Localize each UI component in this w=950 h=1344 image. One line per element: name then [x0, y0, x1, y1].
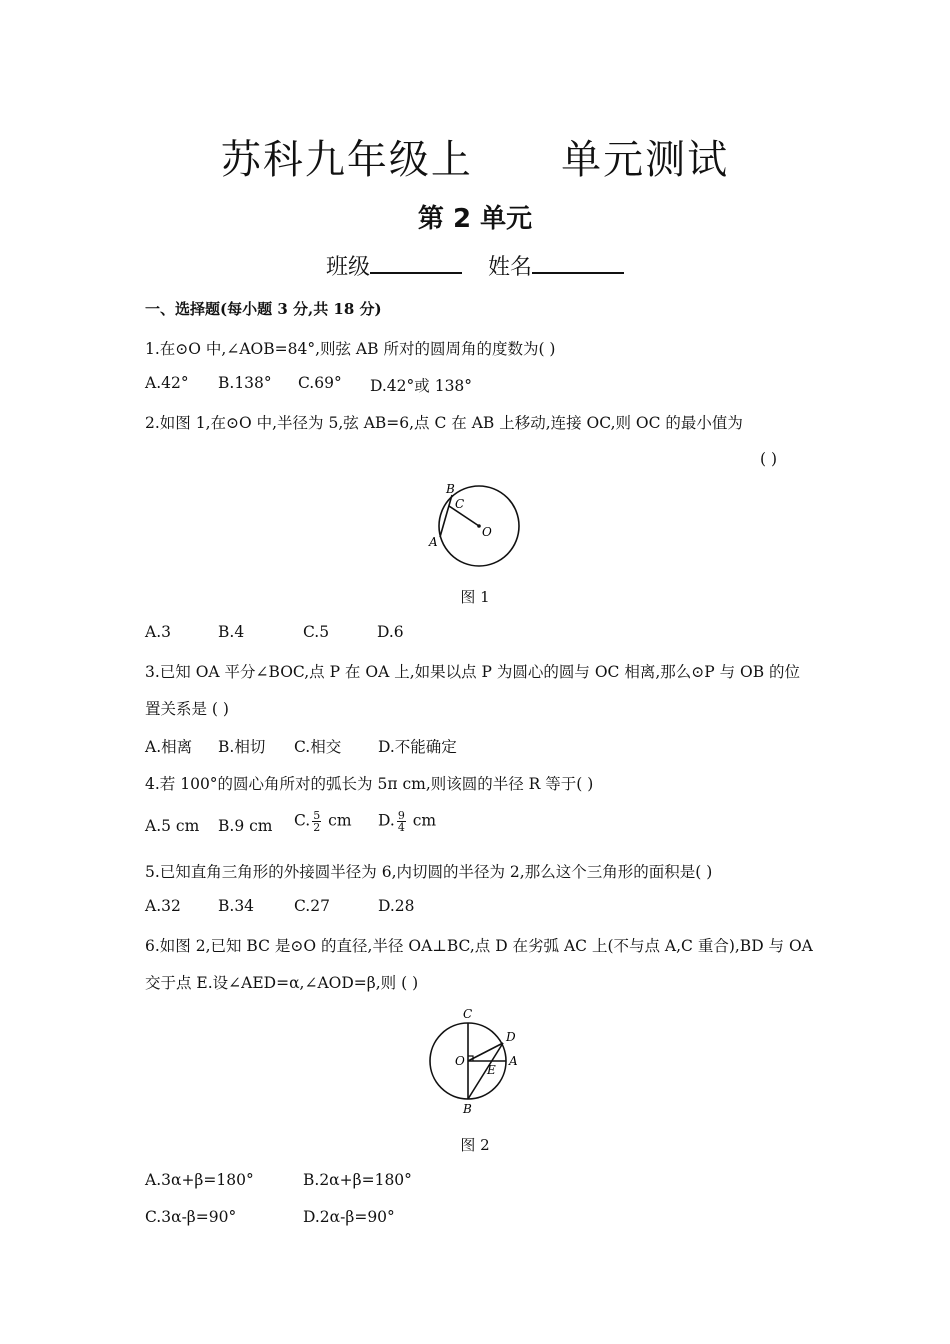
q3-option-c: C.相交: [294, 738, 342, 756]
q2-option-c: C.5: [303, 623, 330, 641]
q3-option-a: A.相离: [145, 738, 193, 756]
chord-ab: [440, 495, 452, 537]
name-label: 姓名: [488, 255, 533, 280]
q5-option-c: C.27: [294, 897, 330, 915]
q4-option-c-prefix: C.: [294, 811, 311, 830]
q2-answer-paren: ( ): [760, 450, 778, 468]
q2-option-d: D.6: [377, 623, 404, 641]
name-blank[interactable]: [532, 252, 624, 274]
label-c: C: [463, 1007, 473, 1021]
q6-option-b: B.2α+β=180°: [303, 1171, 412, 1189]
figure-2-caption: 图 2: [460, 1136, 490, 1154]
fraction-5-2: [312, 810, 321, 833]
section-heading: 一、选择题(每小题 3 分,共 18 分): [145, 300, 382, 318]
question-6-stem-line1: 6.如图 2,已知 BC 是⊙O 的直径,半径 OA⊥BC,点 D 在劣弧 AC 上(不与点 A,C 重合),BD 与 OA: [145, 937, 813, 955]
q5-option-b: B.34: [218, 897, 255, 915]
q6-option-a: A.3α+β=180°: [145, 1171, 254, 1189]
question-5-stem: 5.已知直角三角形的外接圆半径为 6,内切圆的半径为 2,那么这个三角形的面积是( ): [145, 863, 713, 881]
figure-1-caption: 图 1: [460, 588, 490, 606]
student-info-line: [0, 250, 950, 281]
q4-option-a: A.5 cm: [145, 817, 200, 835]
label-a: A: [509, 1054, 518, 1068]
q3-option-b: B.相切: [218, 738, 266, 756]
q1-option-d: D.42°或 138°: [370, 377, 473, 395]
q2-option-a: A.3: [145, 623, 171, 641]
fraction-denominator: 2: [313, 821, 321, 834]
question-3-stem-line2: 置关系是 ( ): [145, 700, 229, 718]
fraction-numerator: 5: [313, 809, 321, 822]
fraction-numerator: 9: [397, 809, 405, 822]
label-e: E: [487, 1063, 496, 1077]
label-b: B: [446, 482, 455, 496]
q5-option-d: D.28: [378, 897, 415, 915]
question-6-stem-line2: 交于点 E.设∠AED=α,∠AOD=β,则 ( ): [145, 974, 419, 992]
unit-subtitle: 第 2 单元: [417, 204, 533, 234]
fraction-9-4: [397, 810, 406, 833]
question-2-stem: 2.如图 1,在⊙O 中,半径为 5,弦 AB=6,点 C 在 AB 上移动,连接 OC,则 OC 的最小值为: [145, 414, 743, 432]
q4-option-b: B.9 cm: [218, 817, 273, 835]
q4-option-d-unit: cm: [412, 811, 437, 830]
page-title: 苏科九年级上 单元测试: [220, 137, 730, 183]
q4-option-c-unit: cm: [328, 811, 352, 830]
figure-1: [420, 478, 530, 573]
figure-2: [420, 1003, 530, 1119]
label-c: C: [455, 497, 465, 511]
q1-option-a: A.42°: [145, 374, 189, 392]
q4-option-c: [294, 810, 352, 833]
class-blank[interactable]: [370, 252, 462, 274]
q4-option-d: [378, 810, 436, 833]
label-o: O: [482, 525, 492, 539]
q3-option-d: D.不能确定: [378, 738, 457, 756]
question-4-stem: 4.若 100°的圆心角所对的弧长为 5π cm,则该圆的半径 R 等于( ): [145, 775, 594, 793]
fraction-denominator: 4: [397, 821, 405, 834]
q4-option-d-prefix: D.: [378, 811, 395, 830]
label-b: B: [463, 1102, 472, 1116]
question-1-stem: 1.在⊙O 中,∠AOB=84°,则弦 AB 所对的圆周角的度数为( ): [145, 340, 556, 358]
q6-option-d: D.2α-β=90°: [303, 1208, 395, 1226]
label-d: D: [506, 1030, 516, 1044]
label-o: O: [455, 1054, 465, 1068]
label-a: A: [429, 535, 438, 549]
q6-option-c: C.3α-β=90°: [145, 1208, 237, 1226]
question-3-stem-line1: 3.已知 OA 平分∠BOC,点 P 在 OA 上,如果以点 P 为圆心的圆与 OC 相离,那么⊙P 与 OB 的位: [145, 663, 801, 681]
q5-option-a: A.32: [145, 897, 181, 915]
class-label: 班级: [325, 255, 370, 280]
q1-option-c: C.69°: [298, 374, 342, 392]
q2-option-b: B.4: [218, 623, 245, 641]
q1-option-b: B.138°: [218, 374, 272, 392]
center-point: [477, 524, 481, 528]
